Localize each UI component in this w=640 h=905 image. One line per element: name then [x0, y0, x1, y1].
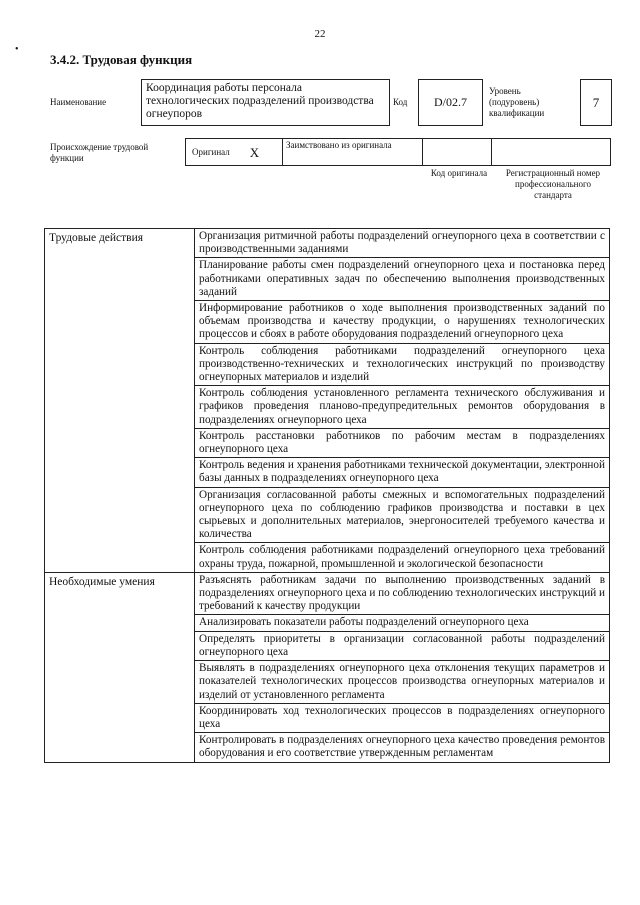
- original-mark: X: [249, 144, 260, 160]
- function-details-table: [44, 228, 610, 763]
- qualification-level-label: Уровень (подуровень) квалификации: [489, 86, 545, 118]
- labor-actions-item: Организация ритмичной работы подразделений огнеупорного цеха в соответствии с производственными заданиями: [195, 229, 610, 258]
- qualification-level-box: 7: [580, 79, 612, 126]
- labor-actions-item: Планирование работы смен подразделений огнеупорного цеха и постановка перед работниками оперативных задач по обеспечению выполнения производственных заданий: [195, 258, 610, 301]
- labor-actions-item: Контроль соблюдения установленного регламента технического обслуживания и графиков проведения планово-предупредительных ремонтов оборудования в подразделениях огнеупорного цеха: [195, 386, 610, 429]
- function-name-box: Координация работы персонала технологических подразделений производства огнеупоров: [141, 79, 390, 126]
- required-skills-row: [45, 572, 610, 615]
- origin-row: [185, 138, 611, 166]
- labor-actions-item: Организация согласованной работы смежных и вспомогательных подразделений огнеупорного цеха по соблюдению графиков производства и поставки в цех сырьевых и дополнительных материалов, энергоносителей требуемого качества и количества: [195, 487, 610, 543]
- required-skills-item: Анализировать показатели работы подразделений огнеупорного цеха: [195, 615, 610, 631]
- name-label: Наименование: [50, 97, 107, 107]
- code-original-label: Код оригинала: [430, 168, 488, 178]
- labor-actions-label: Трудовые действия: [45, 229, 195, 573]
- required-skills-item: Контролировать в подразделениях огнеупорного цеха качество проведения ремонтов оборудования и его соответствие утвержденным регламентам: [195, 733, 610, 762]
- original-label: Оригинал: [192, 146, 230, 157]
- labor-actions-item: Информирование работников о ходе выполнения производственных заданий по объемам производства и качеству продукции, о нарушениях технологических процессов и сбоях в работе оборудования подразделений огнеупорного цеха: [195, 301, 610, 344]
- required-skills-label: Необходимые умения: [45, 572, 195, 762]
- labor-actions-item: Контроль соблюдения работниками подразделений огнеупорного цеха производственно-технических и технологических инструкций по производству огнеупорных материалов и изделий: [195, 343, 610, 386]
- page-number: 22: [314, 28, 326, 40]
- function-code-box: D/02.7: [418, 79, 483, 126]
- section-title: 3.4.2. Трудовая функция: [50, 52, 193, 67]
- labor-actions-item: Контроль расстановки работников по рабочим местам в подразделениях огнеупорного цеха: [195, 428, 610, 457]
- origin-original-cell: [185, 138, 282, 166]
- labor-actions-item: Контроль соблюдения работниками подразделений огнеупорного цеха требований охраны труда, пожарной, промышленной и экологической безопасности: [195, 543, 610, 572]
- origin-code-cell: [422, 138, 491, 166]
- labor-actions-item: Контроль ведения и хранения работниками технической документации, электронной базы данных в подразделениях огнеупорного цеха: [195, 458, 610, 487]
- required-skills-item: Определять приоритеты в организации согласованной работы подразделений огнеупорного цеха: [195, 631, 610, 660]
- required-skills-item: Разъяснять работникам задачи по выполнению производственных заданий в подразделениях огнеупорного цеха и по соблюдению технологических инструкций и требований к качеству продукции: [195, 572, 610, 615]
- reg-number-label: Регистрационный номер профессионального стандарта: [505, 168, 601, 200]
- required-skills-item: Выявлять в подразделениях огнеупорного цеха отклонения текущих параметров и показателей технологических процессов производства огнеупорных материалов и изделий от установленного регламента: [195, 661, 610, 704]
- margin-mark: •: [15, 44, 19, 55]
- code-label: Код: [393, 97, 408, 107]
- origin-borrowed-cell: Заимствовано из оригинала: [282, 138, 422, 166]
- required-skills-item: Координировать ход технологических процессов в подразделениях огнеупорного цеха: [195, 703, 610, 732]
- origin-label: Происхождение трудовой функции: [50, 142, 149, 163]
- labor-actions-row: [45, 229, 610, 258]
- origin-reg-cell: [491, 138, 611, 166]
